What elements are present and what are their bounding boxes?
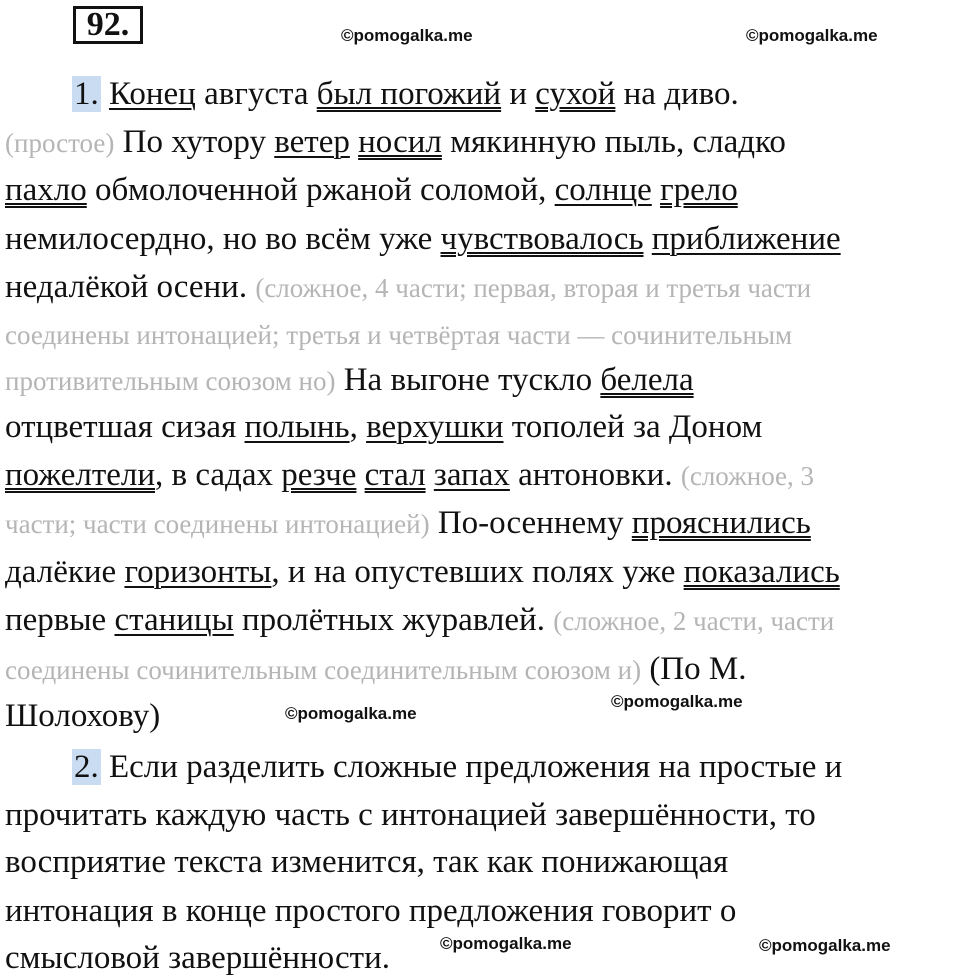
text-segment: Шолохову) [5,698,161,734]
text-line [5,939,390,977]
subject-word: ветер [274,124,350,160]
text-segment: прочитать каждую часть с интонацией завершённости, то [5,797,816,833]
predicate-word: белела [600,362,694,398]
item-number: 2. [74,749,99,785]
text-segment: смысловой завершённости. [5,940,390,976]
predicate-word: прояснились [631,505,811,541]
subject-word: солнце [554,172,652,208]
text-segment [350,124,358,160]
text-line [72,748,842,786]
predicate-word: грело [660,172,738,208]
text-segment: , в садах [155,457,282,493]
text-line [5,892,736,930]
exercise-number: 92. [73,6,143,44]
predicate-word: пахло [5,172,87,208]
text-line [5,171,738,209]
text-segment: пролётных журавлей. [233,602,554,638]
grammar-note: (сложное, 4 части; первая, вторая и третья части [255,273,812,303]
text-segment: недалёкой осени. [5,269,256,305]
predicate-word: носил [358,124,442,160]
text-line [5,843,728,881]
watermark: ©pomogalka.me [759,936,891,955]
predicate-word: чувствовалось [440,221,644,257]
text-segment: , и на опустевших полях уже [271,554,684,590]
watermark: ©pomogalka.me [341,26,473,45]
text-segment: тополей за Доном [503,409,763,445]
text-segment: августа [195,76,317,112]
watermark: ©pomogalka.me [440,934,572,953]
grammar-note: (сложное, 2 части, части [553,606,835,636]
item-number: 1. [74,76,99,112]
text-line [5,315,792,354]
text-segment: По-осеннему [429,505,632,541]
text-line [5,650,746,689]
text-line [5,504,811,543]
text-line [5,408,762,446]
subject-word: горизонты [124,554,272,590]
text-line [5,220,841,258]
predicate-word: был погожий [316,76,502,112]
text-segment [101,76,109,112]
predicate-word: стал [364,457,426,493]
text-line [5,697,160,735]
text-line [5,796,816,834]
text-segment [644,221,652,257]
predicate-word: резче [281,457,357,493]
text-segment [426,457,434,493]
grammar-note: соединены интонацией; третья и четвёртая части — сочинительным [5,320,793,350]
grammar-note: части; части соединены интонацией) [5,509,430,539]
text-segment: интонация в конце простого предложения говорит о [5,893,737,929]
text-line [5,361,694,400]
subject-word: верхушки [366,409,504,445]
text-segment: восприятие текста изменится, так как понижающая [5,844,729,880]
text-line [5,123,786,162]
grammar-note: (сложное, 3 [680,461,815,491]
text-line [5,456,814,495]
predicate-word: показались [683,554,840,590]
watermark: ©pomogalka.me [285,704,417,723]
watermark: ©pomogalka.me [611,692,743,711]
text-segment: (По М. [641,651,747,687]
text-segment: Если разделить сложные предложения на простые и [100,749,843,785]
text-segment: , [349,409,367,445]
subject-word: приближение [651,221,841,257]
text-segment: и [501,76,536,112]
text-segment: На выгоне тускло [335,362,601,398]
text-segment [356,457,364,493]
grammar-note: противительным союзом но) [5,366,336,396]
text-segment: на диво. [615,76,739,112]
text-line [5,553,840,591]
text-segment: обмолоченной ржаной соломой, [86,172,555,208]
predicate-word: сухой [535,76,616,112]
subject-word: Конец [109,76,196,112]
text-segment: далёкие [5,554,125,590]
subject-word: полынь [244,409,350,445]
text-segment: По хутору [114,124,275,160]
predicate-word: пожелтели [5,457,156,493]
text-line [5,601,834,640]
watermark: ©pomogalka.me [746,26,878,45]
text-line [5,268,811,307]
subject-word: запах [433,457,510,493]
text-segment: мякинную пыль, сладко [441,124,786,160]
text-segment: антоновки. [509,457,681,493]
subject-word: станицы [114,602,234,638]
text-segment [652,172,660,208]
text-line [72,75,739,113]
text-segment: отцветшая сизая [5,409,245,445]
grammar-note: (простое) [5,128,115,158]
text-segment: первые [5,602,115,638]
text-segment: немилосердно, но во всём уже [5,221,441,257]
grammar-note: соединены сочинительным соединительным союзом и) [5,655,642,685]
